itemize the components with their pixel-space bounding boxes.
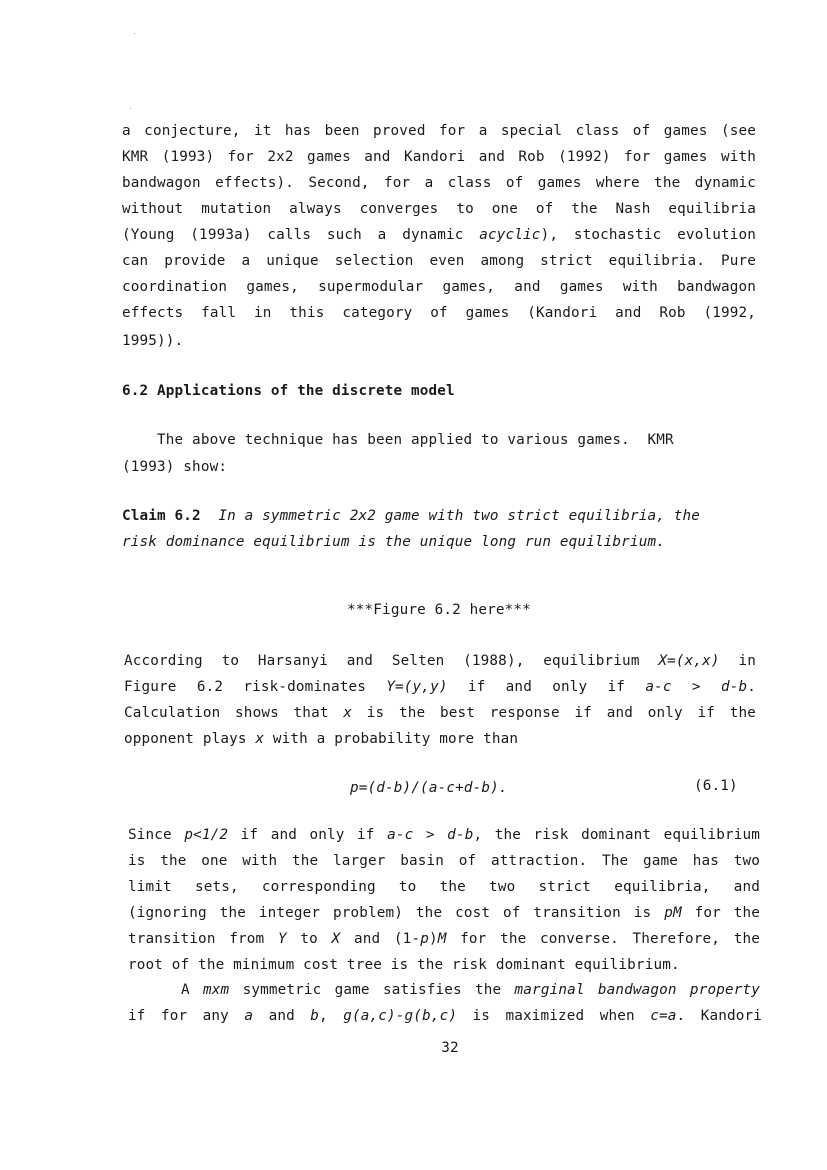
paragraph-line: According to Harsanyi and Selten (1988), equilibrium X=(x,x) in	[124, 653, 756, 669]
scan-speck	[134, 33, 135, 34]
paragraph-line: without mutation always converges to one of the Nash equilibria	[122, 201, 756, 217]
paragraph-line: bandwagon effects). Second, for a class of games where the dynamic	[122, 175, 756, 191]
equation: p=(d-b)/(a-c+d-b).	[350, 780, 508, 796]
paragraph-line: coordination games, supermodular games, and games with bandwagon	[122, 279, 756, 295]
claim-line	[122, 533, 756, 551]
paragraph-line: can provide a unique selection even among strict equilibria. Pure	[122, 253, 756, 269]
scan-speck	[130, 108, 131, 109]
paragraph-line: Figure 6.2 risk-dominates Y=(y,y) if and only if a-c > d-b.	[124, 679, 756, 695]
paragraph-line: is the one with the larger basin of attraction. The game has two	[128, 853, 760, 869]
paragraph-line: (ignoring the integer problem) the cost of transition is pM for the	[128, 905, 760, 921]
paragraph-line: The above technique has been applied to various games. KMR	[122, 432, 674, 448]
section-heading: 6.2 Applications of the discrete model	[122, 383, 455, 399]
paragraph-line: root of the minimum cost tree is the risk dominant equilibrium.	[128, 957, 680, 973]
paragraph-line: limit sets, corresponding to the two strict equilibria, and	[128, 879, 760, 895]
paragraph-line: KMR (1993) for 2x2 games and Kandori and Rob (1992) for games with	[122, 149, 756, 165]
page-number: 32	[441, 1040, 459, 1056]
paragraph-line: transition from Y to X and (1-p)M for the converse. Therefore, the	[128, 931, 761, 947]
paragraph-line: (Young (1993a) calls such a dynamic acyclic), stochastic evolution	[122, 227, 756, 243]
paragraph-line: Calculation shows that x is the best response if and only if the	[124, 705, 756, 721]
paragraph-line: Since p<1/2 if and only if a-c > d-b, the risk dominant equilibrium	[128, 827, 761, 843]
paragraph-line: opponent plays x with a probability more than	[124, 731, 519, 747]
paragraph-line: if for any a and b, g(a,c)-g(b,c) is maximized when c=a. Kandori	[128, 1008, 762, 1024]
claim-label: Claim 6.2	[122, 508, 201, 524]
figure-placeholder: ***Figure 6.2 here***	[347, 602, 531, 618]
paragraph-line: effects fall in this category of games (Kandori and Rob (1992,	[122, 305, 756, 321]
claim-text: risk dominance equilibrium is the unique long run equilibrium.	[122, 534, 665, 550]
paragraph-line: 1995)).	[122, 333, 184, 349]
paragraph-line: A mxm symmetric game satisfies the marginal bandwagon property	[128, 982, 760, 998]
claim-line	[122, 507, 756, 525]
equation-number: (6.1)	[694, 778, 738, 794]
paragraph-line: (1993) show:	[122, 459, 228, 475]
claim-text: In a symmetric 2x2 game with two strict equilibria, the	[218, 508, 701, 524]
paragraph-line: a conjecture, it has been proved for a special class of games (see	[122, 123, 756, 139]
